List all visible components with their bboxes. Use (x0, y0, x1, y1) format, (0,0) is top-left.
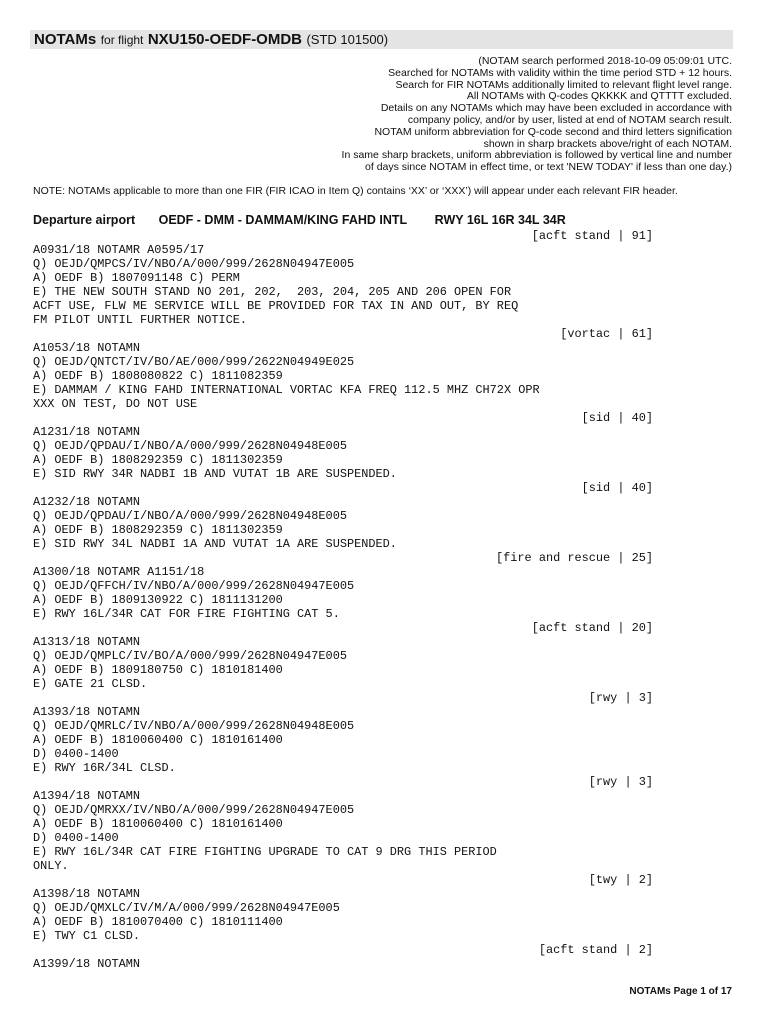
notam-category: [rwy | 3] (588, 775, 653, 789)
fir-note: NOTE: NOTAMs applicable to more than one FIR (FIR ICAO in Item Q) contains ‘XX’ or ‘XXX’) will appear under each relevant FIR header. (33, 185, 678, 197)
notam-entry (33, 943, 653, 971)
notam-line: A) OEDF B) 1810060400 C) 1810161400 (33, 733, 283, 747)
notam-entry (33, 691, 653, 775)
notam-entry (33, 229, 653, 327)
notam-line: A1232/18 NOTAMN (33, 495, 141, 509)
notam-line: E) SID RWY 34L NADBI 1A AND VUTAT 1A ARE SUSPENDED. (33, 537, 397, 551)
title-bar (30, 30, 733, 49)
notam-category: [acft stand | 91] (531, 229, 653, 243)
notam-entry (33, 621, 653, 691)
notam-line: A0931/18 NOTAMR A0595/17 (33, 243, 205, 257)
notam-line: Q) OEJD/QMPCS/IV/NBO/A/000/999/2628N04947E005 (33, 257, 355, 271)
notam-category: [rwy | 3] (588, 691, 653, 705)
notam-line: A) OEDF B) 1808292359 C) 1811302359 (33, 523, 283, 537)
notam-category: [acft stand | 20] (531, 621, 653, 635)
departure-header (33, 213, 566, 227)
notam-line: D) 0400-1400 (33, 747, 119, 761)
notam-line: Q) OEJD/QNTCT/IV/BO/AE/000/999/2622N04949E025 (33, 355, 355, 369)
search-info-line: NOTAM uniform abbreviation for Q-code second and third letters signification (374, 125, 732, 138)
search-info-line: Details on any NOTAMs which may have been excluded in accordance with (380, 102, 732, 115)
notam-category: [fire and rescue | 25] (496, 551, 653, 565)
search-info-line: Search for FIR NOTAMs additionally limited to relevant flight level range. (395, 78, 732, 91)
departure-airport: OEDF - DMM - DAMMAM/KING FAHD INTL (158, 213, 408, 227)
search-info-line: of days since NOTAM in effect time, or text 'NEW TODAY' if less than one day.) (365, 161, 732, 174)
notam-line: A) OEDF B) 1809130922 C) 1811131200 (33, 593, 283, 607)
std-time: (STD 101500) (306, 32, 389, 47)
notam-line: D) 0400-1400 (33, 831, 119, 845)
notam-line: Q) OEJD/QMPLC/IV/BO/A/000/999/2628N04947E005 (33, 649, 347, 663)
notam-line: E) GATE 21 CLSD. (33, 677, 148, 691)
notam-line: ACFT USE, FLW ME SERVICE WILL BE PROVIDED FOR TAX IN AND OUT, BY REQ (33, 299, 519, 313)
notam-line: Q) OEJD/QPDAU/I/NBO/A/000/999/2628N04948E005 (33, 509, 347, 523)
search-info-line: shown in sharp brackets above/right of each NOTAM. (483, 137, 732, 150)
search-info-line: Searched for NOTAMs with validity within the time period STD + 12 hours. (388, 66, 732, 79)
notam-line: Q) OEJD/QFFCH/IV/NBO/A/000/999/2628N04947E005 (33, 579, 355, 593)
notam-line: E) SID RWY 34R NADBI 1B AND VUTAT 1B ARE SUSPENDED. (33, 467, 397, 481)
departure-runways: RWY 16L 16R 34L 34R (434, 213, 566, 227)
notam-entry (33, 873, 653, 943)
notam-line: A1313/18 NOTAMN (33, 635, 141, 649)
search-info-line: All NOTAMs with Q-codes QKKKK and QTTTT excluded. (466, 90, 732, 103)
notam-category: [twy | 2] (588, 873, 653, 887)
notam-line: XXX ON TEST, DO NOT USE (33, 397, 198, 411)
notam-category: [sid | 40] (581, 411, 653, 425)
notam-line: Q) OEJD/QPDAU/I/NBO/A/000/999/2628N04948E005 (33, 439, 347, 453)
notam-line: Q) OEJD/QMRLC/IV/NBO/A/000/999/2628N04948E005 (33, 719, 355, 733)
notam-line: Q) OEJD/QMRXX/IV/NBO/A/000/999/2628N04947E005 (33, 803, 355, 817)
for-flight-label: for flight (100, 33, 144, 47)
notam-line: A1394/18 NOTAMN (33, 789, 141, 803)
notam-line: A1300/18 NOTAMR A1151/18 (33, 565, 205, 579)
doc-title: NOTAMs (34, 31, 97, 48)
notam-line: FM PILOT UNTIL FURTHER NOTICE. (33, 313, 248, 327)
notam-list (33, 229, 653, 971)
title-line (34, 31, 388, 49)
departure-label: Departure airport (33, 213, 136, 227)
search-info-line: company policy, and/or by user, listed at end of NOTAM search result. (407, 113, 732, 126)
notam-category: [vortac | 61] (560, 327, 653, 341)
notam-line: E) TWY C1 CLSD. (33, 929, 141, 943)
notam-line: A1231/18 NOTAMN (33, 425, 141, 439)
notam-line: A) OEDF B) 1807091148 C) PERM (33, 271, 240, 285)
notam-entry (33, 411, 653, 481)
notam-line: Q) OEJD/QMXLC/IV/M/A/000/999/2628N04947E005 (33, 901, 340, 915)
flight-id: NXU150-OEDF-OMDB (147, 31, 303, 48)
notam-line: E) RWY 16R/34L CLSD. (33, 761, 176, 775)
notam-entry (33, 551, 653, 621)
notam-line: A) OEDF B) 1808292359 C) 1811302359 (33, 453, 283, 467)
notam-line: E) RWY 16L/34R CAT FOR FIRE FIGHTING CAT 5. (33, 607, 340, 621)
notam-line: A) OEDF B) 1809180750 C) 1810181400 (33, 663, 283, 677)
notam-line: E) DAMMAM / KING FAHD INTERNATIONAL VORTAC KFA FREQ 112.5 MHZ CH72X OPR (33, 383, 540, 397)
notam-entry (33, 775, 653, 873)
notam-category: [sid | 40] (581, 481, 653, 495)
notam-line: A) OEDF B) 1808080822 C) 1811082359 (33, 369, 283, 383)
search-info-line: (NOTAM search performed 2018-10-09 05:09:01 UTC. (478, 55, 732, 67)
notam-entry (33, 481, 653, 551)
notam-line: E) THE NEW SOUTH STAND NO 201, 202, 203, 204, 205 AND 206 OPEN FOR (33, 285, 512, 299)
search-info-line: In same sharp brackets, uniform abbreviation is followed by vertical line and number (341, 149, 732, 162)
notam-line: A) OEDF B) 1810060400 C) 1810161400 (33, 817, 283, 831)
notam-line: A1393/18 NOTAMN (33, 705, 141, 719)
notam-line: E) RWY 16L/34R CAT FIRE FIGHTING UPGRADE TO CAT 9 DRG THIS PERIOD (33, 845, 497, 859)
search-info (232, 56, 732, 174)
notam-line: A) OEDF B) 1810070400 C) 1810111400 (33, 915, 283, 929)
notam-line: A1398/18 NOTAMN (33, 887, 141, 901)
notam-line: ONLY. (33, 859, 69, 873)
page-footer: NOTAMs Page 1 of 17 (629, 986, 732, 997)
notam-line: A1399/18 NOTAMN (33, 957, 141, 971)
notam-entry (33, 327, 653, 411)
notam-line: A1053/18 NOTAMN (33, 341, 141, 355)
notam-category: [acft stand | 2] (538, 943, 653, 957)
